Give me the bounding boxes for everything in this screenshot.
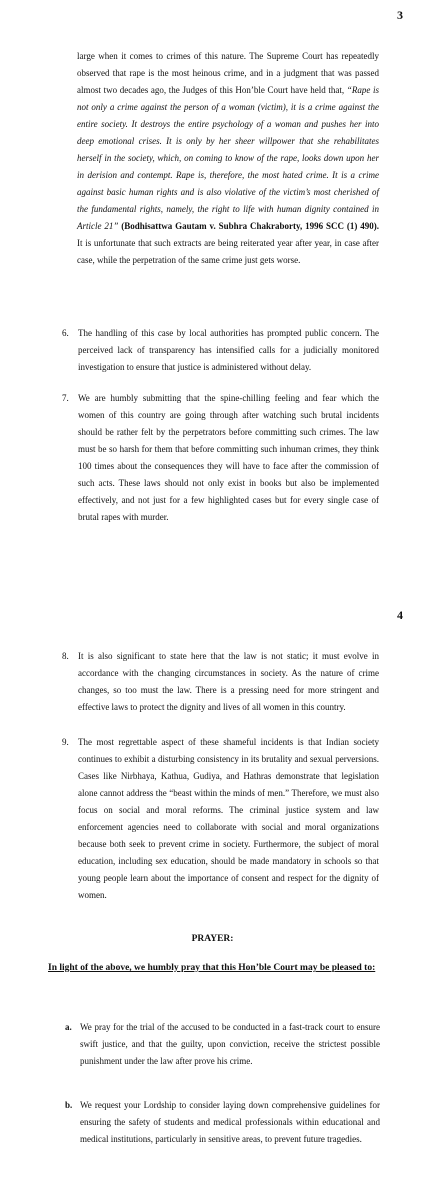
paragraph-7-number: 7. [62, 393, 69, 403]
paragraph-8 [62, 648, 379, 716]
page-number-4: 4 [397, 608, 403, 622]
paragraph-8-number: 8. [62, 651, 69, 661]
prayer-heading: PRAYER: [191, 934, 234, 944]
prayer-item-a [65, 1019, 380, 1070]
continued-text-post: It is unfortunate that such extracts are being reiterated year after year, in case after case, while the perpetration of the same crime just gets worse. [77, 238, 379, 265]
paragraph-7-text: We are humbly submitting that the spine-chilling feeling and fear which the women of this country are going through after watching such brutal incidents should be rather felt by the perpetrators before committing such crimes. The law must be so harsh for them that before committing such inhuman crimes, they think 100 times about the consequences they will have to face after the commission of such acts. These laws should not only exist in books but also be implemented effectively, and not just for a few highlighted cases but for every single case of brutal rapes with murder. [78, 393, 379, 522]
paragraph-9-text: The most regrettable aspect of these shameful incidents is that Indian society continues to exhibit a disturbing consistency in its brutality and sexual perversions. Cases like Nirbhaya, Kathua, Gudiya, and Hathras demonstrate that legislation alone cannot address the “beast within the minds of men.” Therefore, we must also focus on social and moral reforms. The criminal justice system and law enforcement agencies need to collaborate with social and moral organizations because both seek to prevent crime in society. Furthermore, the subject of moral education, including sex education, should be made mandatory in schools so that young people learn about the importance of consent and respect for the dignity of women. [78, 737, 379, 900]
paragraph-9 [62, 734, 379, 904]
case-citation: (Bodhisattwa Gautam v. Subhra Chakraborty, 1996 SCC (1) 490). [121, 221, 380, 231]
paragraph-8-text: It is also significant to state here that the law is not static; it must evolve in accordance with the changing circumstances in society. As the nature of crime changes, so too must the law. There is a pressing need for more stringent and effective laws to protect the dignity and lives of all women in this country. [78, 651, 379, 712]
prayer-item-b-label: b. [65, 1100, 73, 1110]
page-number-3: 3 [397, 8, 403, 22]
supreme-court-quote: “Rape is not only a crime against the person of a woman (victim), it is a crime against the entire society. It destroys the entire psychology of a woman and pushes her into deep emotional crises. It is only by her sheer willpower that she rehabilitates herself in the society, which, on coming to know of the rape, looks down upon her in derision and contempt. Rape is, therefore, the most hated crime. It is a crime against basic human rights and is also violative of the victim’s most cherished of the fundamental rights, namely, the right to life with human dignity contained in Article 21” [77, 85, 379, 231]
continued-paragraph [77, 48, 379, 269]
prayer-item-a-text: We pray for the trial of the accused to be conducted in a fast-track court to ensure swift justice, and that the guilty, upon conviction, receive the strictest possible punishment under the law after prove his crime. [80, 1022, 380, 1066]
prayer-item-b-text: We request your Lordship to consider laying down comprehensive guidelines for ensuring the safety of students and medical professionals within educational and medical institutions, particularly in sensitive areas, to prevent future tragedies. [80, 1100, 380, 1144]
paragraph-7 [62, 390, 379, 526]
paragraph-9-number: 9. [62, 737, 69, 747]
paragraph-6-number: 6. [62, 328, 69, 338]
paragraph-6-text: The handling of this case by local authorities has prompted public concern. The perceived lack of transparency has intensified calls for a judicially monitored investigation to ensure that justice is administered without delay. [78, 328, 379, 372]
prayer-lead: In light of the above, we humbly pray that this Hon’ble Court may be pleased to: [48, 963, 376, 973]
prayer-item-a-label: a. [65, 1022, 72, 1032]
prayer-item-b [65, 1097, 380, 1148]
continued-text-pre: large when it comes to crimes of this nature. The Supreme Court has repeatedly observed that rape is the most heinous crime, and in a judgment that was passed almost two decades ago, the Judges of this Hon’ble Court have held that, [77, 51, 379, 95]
paragraph-6 [62, 325, 379, 376]
